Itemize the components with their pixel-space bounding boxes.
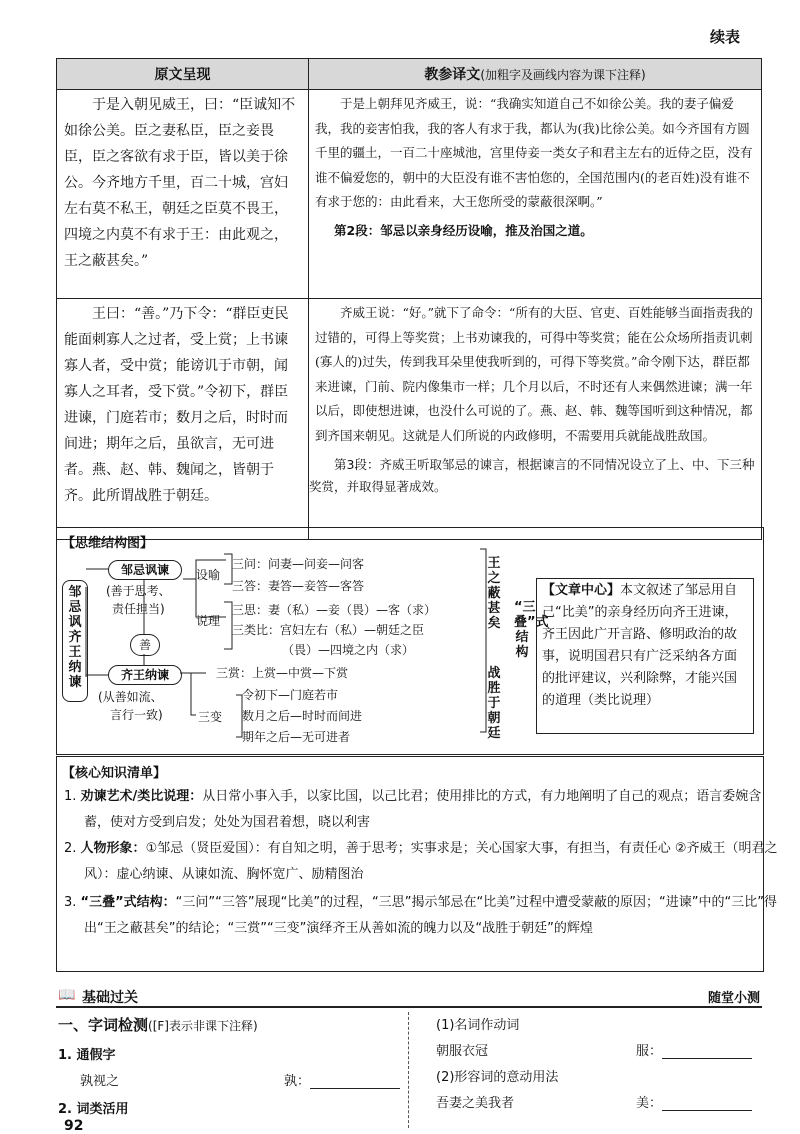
r1-answer: 服：	[636, 1040, 752, 1059]
r1-label: (1)名词作动词	[436, 1018, 520, 1033]
exercise-section-title: 基础过关	[82, 990, 138, 1006]
shuoli-item-2: 三类比：宫妇左右（私）—朝廷之臣	[232, 623, 425, 637]
exercise-tag: 随堂小测	[707, 991, 760, 1006]
shuoli-item-3: （畏）—四境之内（求）	[282, 643, 415, 657]
zouji-desc-2: 责任担当)	[112, 602, 165, 616]
sanbian-item-1: 令初下—门庭若市	[242, 688, 339, 702]
column-divider	[408, 1012, 409, 1128]
r1-item: 朝服衣冠	[436, 1044, 489, 1059]
original-text-2: 王曰：“善。”乃下令：“群臣吏民能面刺寡人之过者，受上赏；上书谏寡人者，受中赏；能谤讥于市朝，闻寡人之耳者，受下赏。”令初下，群臣进谏，门庭若市；数月之后，时时而间进；期年之后，虽欲言，无可进者。燕、赵、韩、魏闻之，皆朝于齐。此所谓战胜于朝廷。	[64, 306, 289, 504]
part1-title: 一、字词检测([F]表示非课下注释)	[58, 1016, 258, 1034]
node-qiwang: 齐王纳谏	[108, 665, 182, 685]
page-number: 92	[64, 1118, 84, 1134]
mindmap-title: 【思维结构图】	[62, 536, 154, 551]
section-summary-2: 第3段：齐威王听取邹忌的谏言，根据谏言的不同情况设立了上、中、下三种奖赏，并取得显著成效。	[309, 457, 755, 494]
sanbian-label: 三变	[198, 710, 223, 724]
mindmap-root: 邹忌讽齐王纳谏	[62, 580, 88, 702]
knowledge-title: 【核心知识清单】	[62, 766, 167, 781]
col-translation-header: 教参译文(加粗字及画线内容为课下注释)	[309, 59, 762, 90]
sanbian-item-3: 期年之后—无可进者	[242, 730, 351, 744]
sheyu-item-1: 三问：问妻—问妾—问客	[232, 557, 365, 571]
center-body: 本文叙述了邹忌用自己“比美”的亲身经历向齐王进谏，齐王因此广开言路、修明政治的故事，说明国君只有广泛采纳各方面的批评建议，兴利除弊，才能兴国的道理（类比说理）	[542, 583, 738, 708]
r1-blank[interactable]	[662, 1044, 752, 1059]
sanbian-item-2: 数月之后—时时而间进	[242, 709, 363, 723]
right-top-label: 王之蔽甚矣	[487, 556, 501, 631]
q1-item: 孰视之	[80, 1074, 120, 1089]
original-text-1: 于是入朝见威王，曰：“臣诚知不如徐公美。臣之妻私臣，臣之妾畏臣，臣之客欲有求于臣，皆以美于徐公。今齐地方千里，百二十城，宫妇左右莫不私王，朝廷之臣莫不畏王，四境之内莫不有求于王：由此观之，王之蔽甚矣。”	[64, 97, 296, 269]
text-translation-table	[56, 58, 762, 540]
section-divider	[56, 1006, 762, 1008]
qiwang-desc-1: (从善如流、	[98, 690, 163, 704]
sheyu-item-2: 三答：妻答—妾答—客答	[232, 579, 365, 593]
shuoli-label: 说理	[196, 614, 221, 628]
q2-label: 2. 词类活用	[58, 1102, 129, 1117]
r2-item: 吾妻之美我者	[436, 1096, 515, 1111]
zouji-desc-1: (善于思考、	[106, 584, 171, 598]
center-label: 【文章中心】	[542, 583, 621, 598]
center-text	[542, 580, 748, 712]
q1-blank[interactable]	[310, 1074, 400, 1089]
translation-text-2: 齐威王说：“好。”就下了命令：“所有的大臣、官吏、百姓能够当面指责我的过错的，可得上等奖赏；上书劝谏我的，可得中等奖赏；能在公众场所指责讥刺(寡人的)过失，传到我耳朵里使我听到的，可得下等奖赏。”命令刚下达，群臣都来进谏，门前、院内像集市一样；几个月以后，不时还有人来偶然进谏；满一年以后，即使想进谏，也没什么可说的了。燕、赵、韩、魏等国听到这种情况，都到齐国来朝见。这就是人们所说的内政修明，不需要用兵就能战胜敌国。	[315, 305, 753, 443]
sanshang: 三赏：上赏—中赏—下赏	[216, 666, 349, 680]
book-icon: 📖	[58, 987, 76, 1003]
shuoli-item-1: 三思：妻（私）—妾（畏）—客（求）	[232, 603, 437, 617]
knowledge-item-3: 3. “三叠”式结构：“三问”“三答”展现“比美”的过程，“三思”揭示邹忌在“比美”过程中遭受蒙蔽的原因；“进谏”中的“三比”得出“王之蔽甚矣”的结论；“三赏”“三变”演绎齐王从善如流的魄力以及“战胜于朝廷”的辉煌	[64, 895, 777, 936]
r2-label: (2)形容词的意动用法	[436, 1070, 559, 1085]
right-bottom-label: 战胜于朝廷	[487, 666, 501, 741]
knowledge-item-1: 1. 劝谏艺术/类比说理：从日常小事入手，以家比国，以己比君；使用排比的方式，有力地阐明了自己的观点；语言委婉含蓄，使对方受到启发；处处为国君着想，晓以利害	[64, 789, 762, 830]
continued-label: 续表	[709, 28, 740, 46]
knowledge-item-2: 2. 人物形象：①邹忌（贤臣爱国）：有自知之明，善于思考；实事求是；关心国家大事，有担当，有责任心 ②齐威王（明君之风）：虚心纳谏、从谏如流、胸怀宽广、励精图治	[64, 841, 778, 882]
node-shan: 善	[130, 634, 160, 656]
node-zouji: 邹忌讽谏	[108, 560, 182, 580]
q1-answer: 孰：	[284, 1070, 400, 1089]
sheyu-label: 设喻	[196, 568, 221, 582]
r2-answer: 美：	[636, 1092, 752, 1111]
col-original-header: 原文呈现	[57, 59, 309, 90]
translation-text-1: 于是上朝拜见齐威王，说：“我确实知道自己不如徐公美。我的妻子偏爱我，我的妾害怕我，我的客人有求于我，都认为(我)比徐公美。如今齐国有方圆千里的疆土，一百二十座城池，宫里侍妾一类女子和君主左右的近侍之臣，没有谁不偏爱您的，朝中的大臣没有谁不害怕您的，全国范围内(的老百姓)没有谁不有求于您的：由此看来，大王您所受的蒙蔽很深啊。”	[315, 96, 753, 209]
q1-label: 1. 通假字	[58, 1048, 116, 1063]
right-mid-label: “三叠”式结构	[514, 600, 549, 660]
section-summary-1: 第2段：邹忌以亲身经历设喻，推及治国之道。	[334, 222, 593, 238]
qiwang-desc-2: 言行一致)	[110, 708, 163, 722]
r2-blank[interactable]	[662, 1096, 752, 1111]
